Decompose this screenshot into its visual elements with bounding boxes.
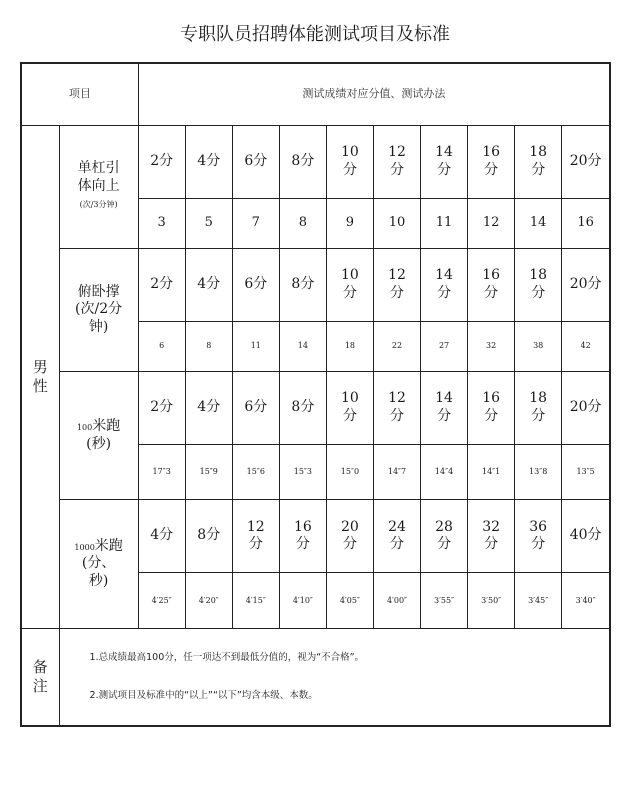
score-cell: 20分 <box>562 248 610 321</box>
value-cell: 4′15″ <box>232 573 279 629</box>
value-cell: 14 <box>515 198 562 248</box>
score-cell: 20分 <box>562 371 610 444</box>
score-cell: 20 分 <box>326 500 373 573</box>
item-name-line: (秒) <box>86 435 112 452</box>
value-cell: 9 <box>326 198 373 248</box>
score-cell: 4分 <box>185 371 232 444</box>
value-cell: 14″7 <box>373 445 420 500</box>
remarks-label-char: 备 <box>32 658 48 677</box>
header-item-cell: 项目 <box>21 63 138 125</box>
score-cell: 12 分 <box>373 125 420 198</box>
value-cell: 15″6 <box>232 445 279 500</box>
score-cell: 10 分 <box>326 125 373 198</box>
score-cell: 28 分 <box>421 500 468 573</box>
score-cell: 18 分 <box>515 125 562 198</box>
value-cell: 3′50″ <box>468 573 515 629</box>
value-cell: 4′00″ <box>373 573 420 629</box>
item-name-line: (次/3分钟) <box>79 200 118 210</box>
value-cell: 4′25″ <box>138 573 185 629</box>
score-row <box>21 248 610 321</box>
value-cell: 11 <box>232 321 279 371</box>
score-cell: 8分 <box>279 371 326 444</box>
value-cell: 15″3 <box>279 445 326 500</box>
score-cell: 16 分 <box>468 125 515 198</box>
gender-char: 性 <box>32 376 48 395</box>
value-cell: 18 <box>326 321 373 371</box>
remarks-row <box>21 629 610 726</box>
remarks-label-char: 注 <box>32 677 48 696</box>
score-cell: 8分 <box>279 125 326 198</box>
score-cell: 8分 <box>185 500 232 573</box>
value-cell: 4′05″ <box>326 573 373 629</box>
score-cell: 4分 <box>138 500 185 573</box>
score-cell: 16 分 <box>468 248 515 321</box>
value-cell: 27 <box>421 321 468 371</box>
score-cell: 12 分 <box>373 371 420 444</box>
value-cell: 11 <box>421 198 468 248</box>
score-cell: 6分 <box>232 371 279 444</box>
score-cell: 4分 <box>185 248 232 321</box>
item-name-line: 100 <box>76 423 93 433</box>
item-name-cell <box>59 500 138 629</box>
value-cell: 7 <box>232 198 279 248</box>
item-name-line: (分、 <box>81 555 116 572</box>
score-cell: 2分 <box>138 248 185 321</box>
value-cell: 3′45″ <box>515 573 562 629</box>
score-cell: 16 分 <box>279 500 326 573</box>
value-cell: 38 <box>515 321 562 371</box>
header-scores-cell: 测试成绩对应分值、测试办法 <box>138 63 610 125</box>
standards-table <box>20 62 611 727</box>
page-title: 专职队员招聘体能测试项目及标准 <box>180 24 450 45</box>
value-cell: 8 <box>185 321 232 371</box>
value-cell: 14″4 <box>421 445 468 500</box>
item-name-line: 米跑 <box>92 418 121 435</box>
value-cell: 4′10″ <box>279 573 326 629</box>
score-cell: 6分 <box>232 248 279 321</box>
score-cell: 2分 <box>138 371 185 444</box>
gender-char: 男 <box>32 358 48 377</box>
value-cell: 16 <box>562 198 610 248</box>
item-name-cell <box>59 371 138 499</box>
value-cell: 32 <box>468 321 515 371</box>
score-row <box>21 500 610 573</box>
item-name-line: 单杠引 <box>77 160 120 177</box>
score-cell: 10 分 <box>326 371 373 444</box>
header-row <box>21 63 610 125</box>
value-cell: 13″5 <box>562 445 610 500</box>
item-name-line: (次/2分 <box>75 301 123 318</box>
remarks-line: 2.测试项目及标准中的“以上”“以下”均含本级、本数。 <box>89 690 318 702</box>
value-cell: 14″1 <box>468 445 515 500</box>
item-name-cell <box>59 248 138 371</box>
score-cell: 4分 <box>185 125 232 198</box>
value-cell: 22 <box>373 321 420 371</box>
value-cell: 5 <box>185 198 232 248</box>
item-name-line: 秒) <box>88 572 109 589</box>
score-cell: 18 分 <box>515 371 562 444</box>
score-cell: 32 分 <box>468 500 515 573</box>
gender-cell <box>21 125 59 629</box>
value-cell: 15″0 <box>326 445 373 500</box>
value-cell: 3 <box>138 198 185 248</box>
score-cell: 14 分 <box>421 371 468 444</box>
value-cell: 3′55″ <box>421 573 468 629</box>
score-cell: 12 分 <box>232 500 279 573</box>
value-cell: 6 <box>138 321 185 371</box>
remarks-label-cell <box>21 629 59 726</box>
item-name-cell <box>59 125 138 248</box>
value-cell: 4′20″ <box>185 573 232 629</box>
score-cell: 6分 <box>232 125 279 198</box>
score-row <box>21 125 610 198</box>
score-cell: 2分 <box>138 125 185 198</box>
score-cell: 14 分 <box>421 248 468 321</box>
score-row <box>21 371 610 444</box>
score-cell: 12 分 <box>373 248 420 321</box>
score-cell: 8分 <box>279 248 326 321</box>
value-cell: 15″9 <box>185 445 232 500</box>
score-cell: 14 分 <box>421 125 468 198</box>
score-cell: 16 分 <box>468 371 515 444</box>
item-name-line: 1000 <box>74 542 95 552</box>
score-cell: 40分 <box>562 500 610 573</box>
value-cell: 10 <box>373 198 420 248</box>
item-name-line: 俯卧撑 <box>77 283 120 300</box>
score-cell: 10 分 <box>326 248 373 321</box>
value-cell: 3′40″ <box>562 573 610 629</box>
item-name-line: 米跑 <box>94 537 123 554</box>
score-cell: 36 分 <box>515 500 562 573</box>
value-cell: 8 <box>279 198 326 248</box>
value-cell: 42 <box>562 321 610 371</box>
value-cell: 13″8 <box>515 445 562 500</box>
value-cell: 14 <box>279 321 326 371</box>
value-cell: 12 <box>468 198 515 248</box>
remarks-text-cell <box>59 629 610 726</box>
score-cell: 24 分 <box>373 500 420 573</box>
remarks-line: 1.总成绩最高100分，任一项达不到最低分值的，视为“不合格”。 <box>89 652 365 664</box>
score-cell: 18 分 <box>515 248 562 321</box>
value-cell: 17″3 <box>138 445 185 500</box>
score-cell: 20分 <box>562 125 610 198</box>
item-name-line: 体向上 <box>77 177 120 194</box>
item-name-line: 钟) <box>88 318 109 335</box>
